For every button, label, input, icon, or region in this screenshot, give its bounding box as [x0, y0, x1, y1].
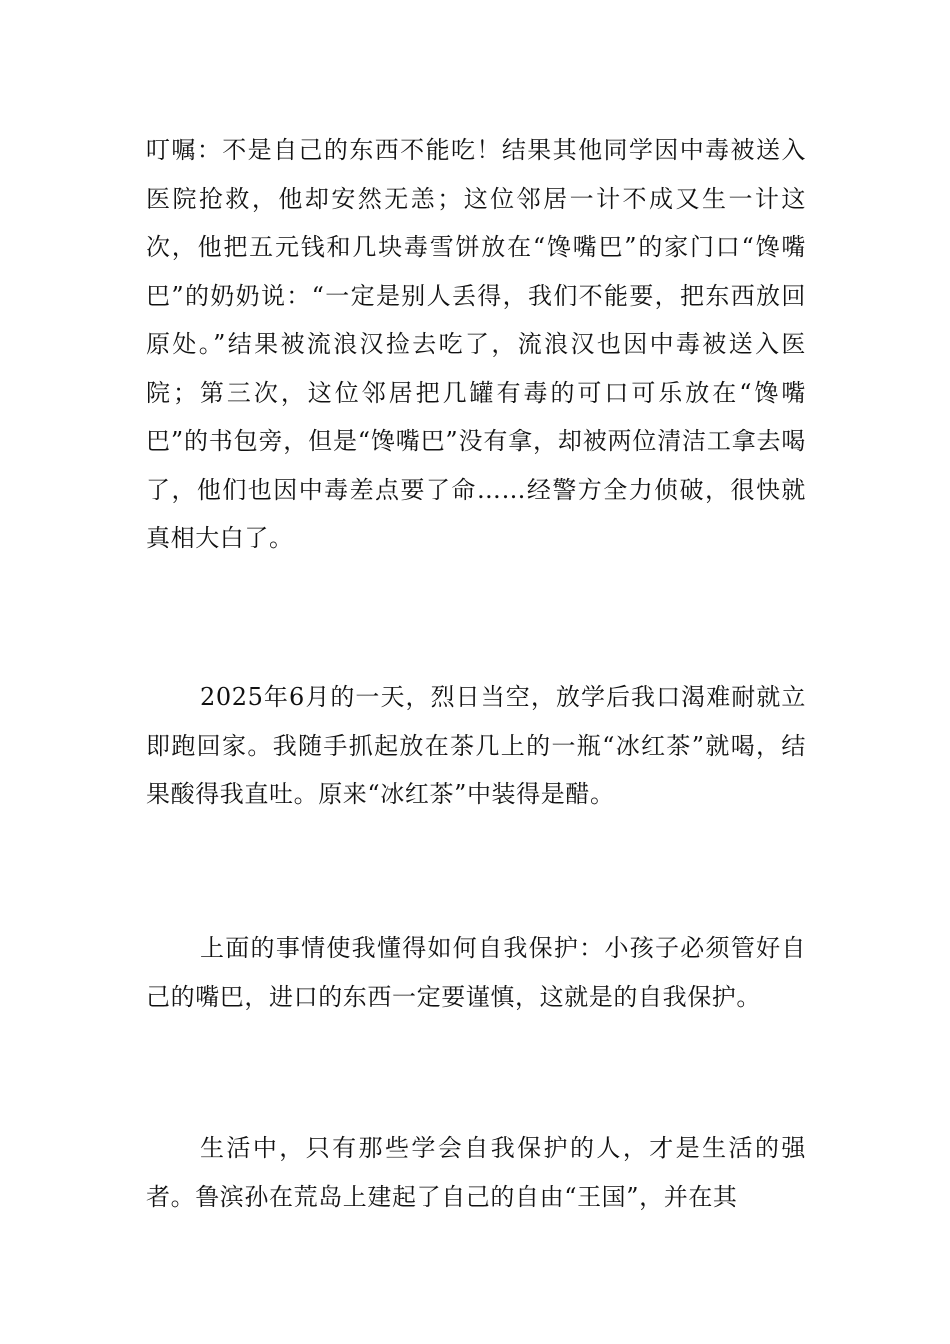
paragraph-lesson: 上面的事情使我懂得如何自我保护：小孩子必须管好自己的嘴巴，进口的东西一定要谨慎，这就是的自我保护。	[146, 934, 806, 1011]
paragraph-conclusion: 生活中，只有那些学会自我保护的人，才是生活的强者。鲁滨孙在荒岛上建起了自己的自由“王国”，并在其	[146, 1134, 806, 1211]
paragraph-iced-tea-story: 2025年6月的一天，烈日当空，放学后我口渴难耐就立即跑回家。我随手抓起放在茶几上的一瓶“冰红茶”就喝，结果酸得我直吐。原来“冰红茶”中装得是醋。	[146, 683, 806, 808]
paragraph-poison-incidents: 叮嘱：不是自己的东西不能吃！结果其他同学因中毒被送入医院抢救，他却安然无恙；这位邻居一计不成又生一计这次，他把五元钱和几块毒雪饼放在“馋嘴巴”的家门口“馋嘴巴”的奶奶说：“一定是别人丢得，我们不能要，把东西放回原处。”结果被流浪汉捡去吃了，流浪汉也因中毒被送入医院；第三次，这位邻居把几罐有毒的可口可乐放在“馋嘴巴”的书包旁，但是“馋嘴巴”没有拿，却被两位清洁工拿去喝了，他们也因中毒差点要了命……经警方全力侦破，很快就真相大白了。	[146, 136, 806, 552]
